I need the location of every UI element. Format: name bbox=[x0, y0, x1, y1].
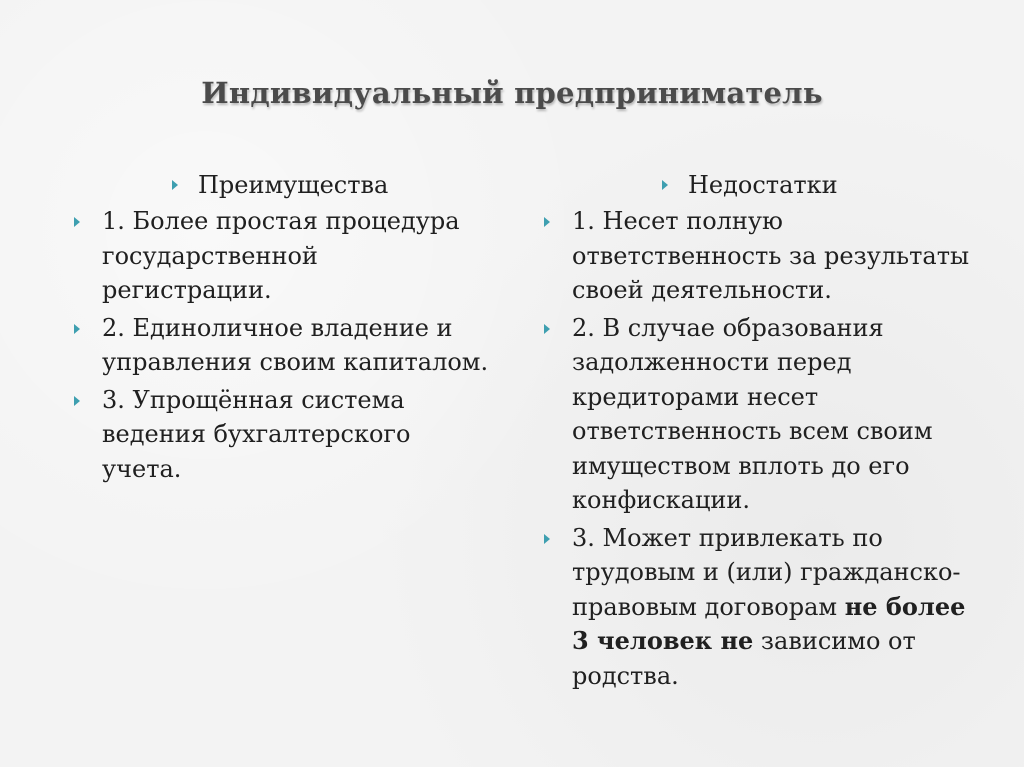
disadvantage-item-2 bbox=[540, 311, 980, 518]
advantage-item-1-text: 1. Более простая процедура государственной регистрации. bbox=[102, 207, 460, 304]
advantage-item-2-text: 2. Единоличное владение и управления своим капиталом. bbox=[102, 313, 489, 376]
disadvantage-item-3-text-b: зависимо от родства. bbox=[572, 627, 916, 690]
disadvantage-item-3-text-a: 3. Может привлекать по трудовым и (или) гражданско-правовым договорам bbox=[572, 523, 961, 621]
advantages-heading bbox=[72, 168, 492, 202]
disadvantages-heading bbox=[540, 168, 980, 202]
disadvantage-item-3 bbox=[540, 521, 980, 694]
disadvantage-item-3-bold: не более 3 человек не bbox=[572, 591, 966, 655]
disadvantage-item-1 bbox=[540, 204, 980, 308]
bullet-arrow-icon bbox=[544, 217, 550, 227]
bullet-arrow-icon bbox=[544, 534, 550, 544]
advantages-heading-label: Преимущества bbox=[198, 171, 389, 199]
advantages-column bbox=[72, 168, 492, 489]
bullet-arrow-icon bbox=[74, 324, 80, 334]
disadvantages-column bbox=[540, 168, 980, 696]
slide-title: Индивидуальный предприниматель bbox=[201, 76, 823, 110]
disadvantages-heading-label: Недостатки bbox=[688, 171, 838, 199]
disadvantage-item-2-text: 2. В случае образования задолженности перед кредиторами несет ответственность всем своим имуществом вплоть до его конфискации. bbox=[572, 313, 933, 514]
disadvantage-item-1-text: 1. Несет полную ответственность за результаты своей деятельности. bbox=[572, 207, 970, 304]
advantage-item-2 bbox=[72, 311, 492, 380]
advantage-item-1 bbox=[72, 204, 492, 308]
advantage-item-3 bbox=[72, 383, 492, 487]
bullet-arrow-icon bbox=[74, 217, 80, 227]
advantage-item-3-text: 3. Упрощённая система ведения бухгалтерского учета. bbox=[102, 385, 411, 483]
bullet-arrow-icon bbox=[74, 396, 80, 406]
bullet-arrow-icon bbox=[662, 180, 668, 190]
bullet-arrow-icon bbox=[172, 180, 178, 190]
bullet-arrow-icon bbox=[544, 324, 550, 334]
